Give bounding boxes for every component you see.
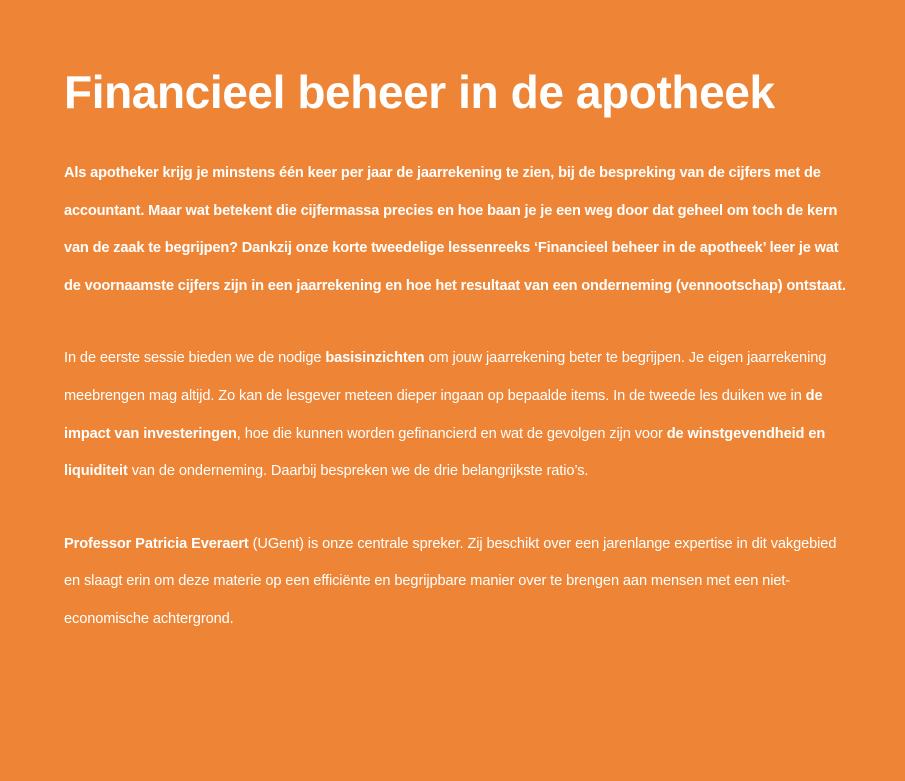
sessions-emphasis-winstgevendheid: de winstgevendheid en liquiditeit <box>64 425 826 480</box>
sessions-emphasis-basisinzichten: basisinzichten <box>325 350 425 367</box>
sessions-paragraph <box>64 340 854 490</box>
page-content <box>64 62 854 639</box>
sessions-text-2: om jouw jaarrekening beter te begrijpen. Je eigen jaarrekening meebrengen mag altijd. Zo kan de lesgever meteen dieper ingaan op bepaalde items. In de tweede les duiken we in <box>64 350 827 404</box>
sessions-text-1: In de eerste sessie bieden we de nodige <box>64 350 326 367</box>
page-title: Financieel beheer in de apotheek <box>64 66 775 118</box>
sessions-text-3: , hoe die kunnen worden gefinancierd en wat de gevolgen zijn voor <box>236 425 667 442</box>
speaker-name: Professor Patricia Everaert <box>64 535 249 552</box>
sessions-text-4: van de onderneming. Daarbij bespreken we de drie belangrijkste ratio’s. <box>127 463 589 480</box>
speaker-description: (UGent) is onze centrale spreker. Zij beschikt over een jarenlange expertise in dit vakgebied en slaagt erin om deze materie op een efficiënte en begrijpbare manier over te brengen aan mensen met een niet-economische achtergrond. <box>64 535 837 627</box>
intro-paragraph: Als apotheker krijg je minstens één keer per jaar de jaarrekening te zien, bij de bespreking van de cijfers met de accountant. Maar wat betekent die cijfermassa precies en hoe baan je je een weg door dat geheel om toch de kern van de zaak te begrijpen? Dankzij onze korte tweedelige lessenreeks ‘Financieel beheer in de apotheek’ leer je wat de voornaamste cijfers zijn in een jaarrekening en hoe het resultaat van een onderneming (vennootschap) ontstaat. <box>64 165 846 294</box>
sessions-emphasis-investeringen: de impact van investeringen <box>64 387 823 442</box>
speaker-paragraph <box>64 526 854 639</box>
